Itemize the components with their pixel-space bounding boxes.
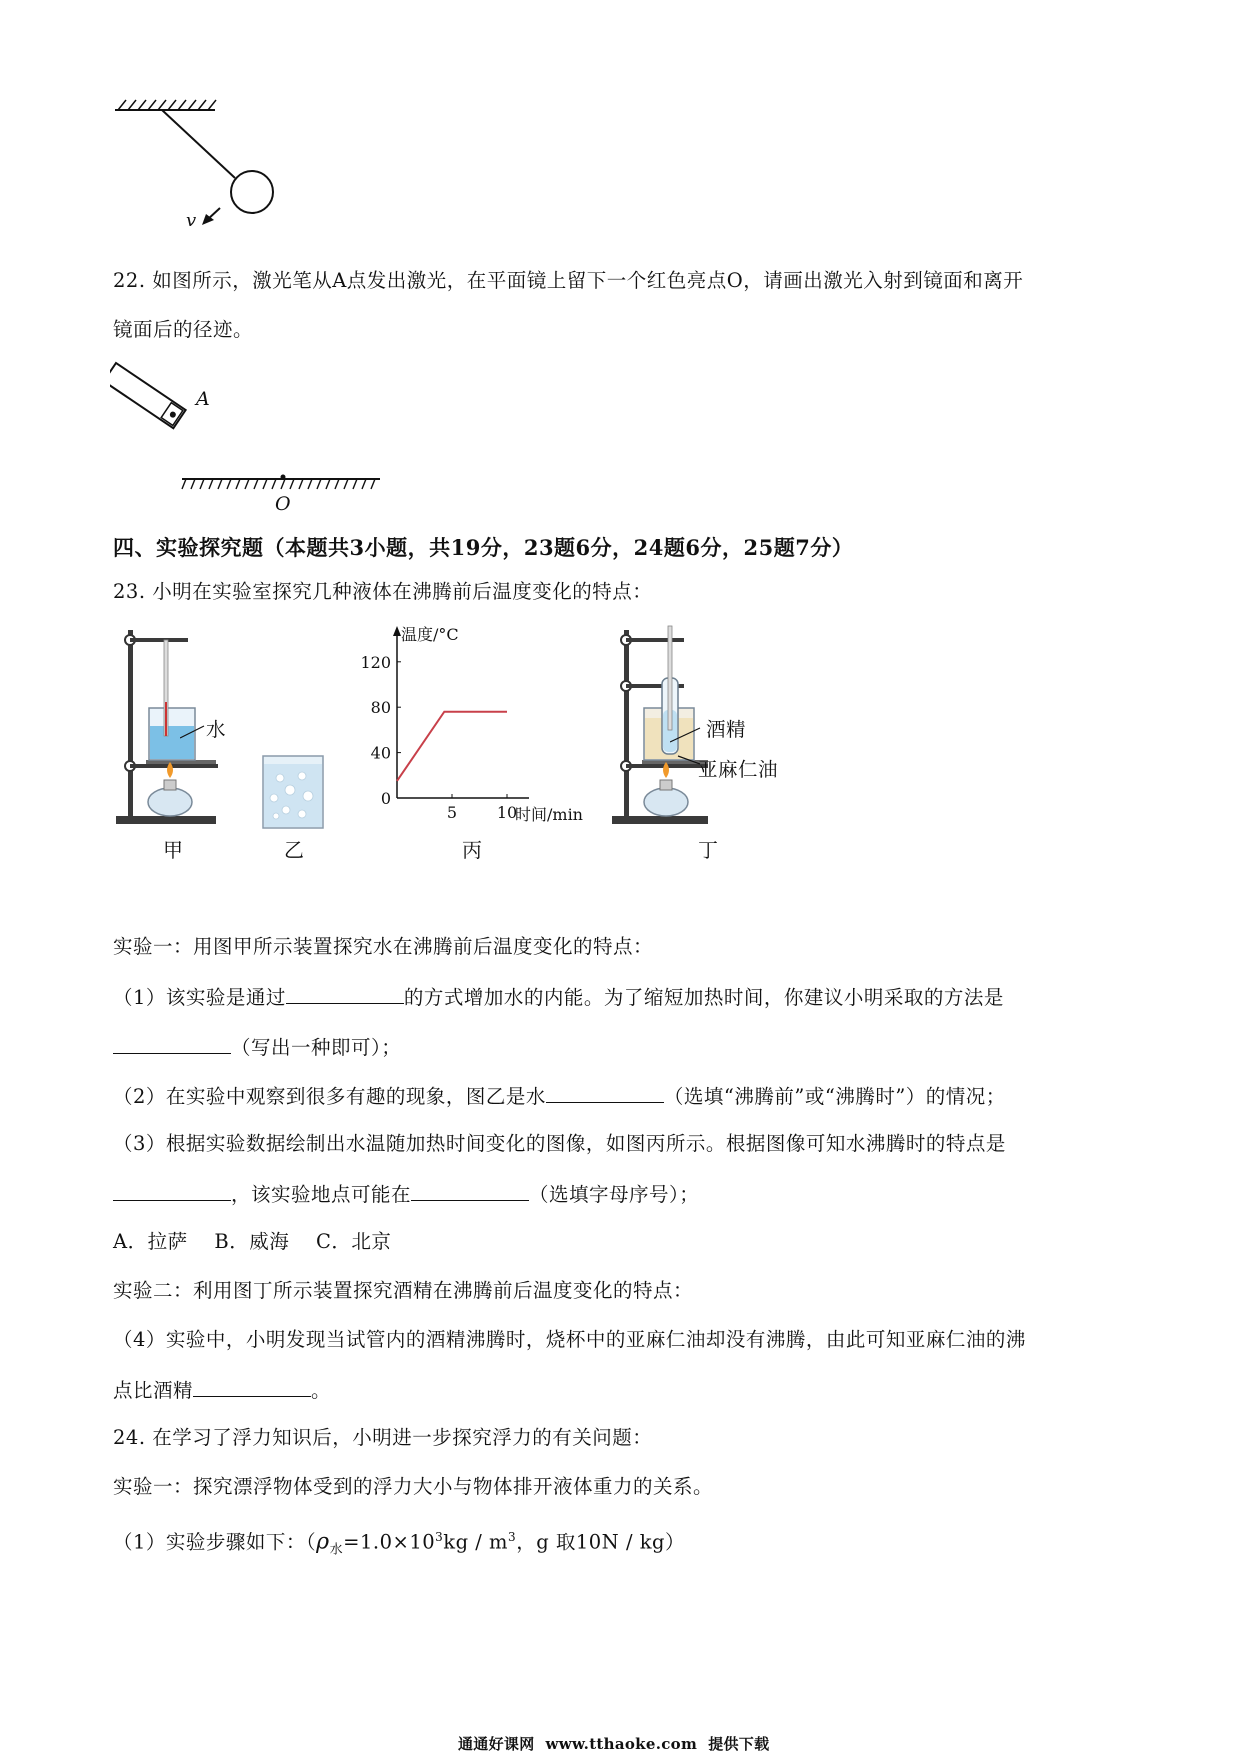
q22-text-line2: 镜面后的径迹。: [113, 318, 254, 341]
q23-part1-line1: [113, 986, 1004, 1008]
answer-blank-1[interactable]: [286, 986, 404, 1004]
section4-heading: 四、实验探究题（本题共3小题，共19分，23题6分，24题6分，25题7分）: [113, 535, 854, 560]
x-tick-label: 5: [446, 803, 458, 822]
answer-blank-2[interactable]: [113, 1036, 231, 1054]
point-o-label: O: [275, 493, 291, 515]
q23-part2: [113, 1085, 1006, 1107]
q23-p1c: （写出一种即可）；: [231, 1036, 402, 1059]
answer-blank-6[interactable]: [193, 1379, 311, 1397]
q24-step1: [113, 1531, 685, 1556]
q23-p4b: 点比酒精: [113, 1379, 194, 1402]
q23-p4c: 。: [311, 1379, 332, 1402]
q24-unit-exp: 3: [508, 1530, 517, 1544]
velocity-label: v: [186, 210, 197, 231]
rho-subscript: 水: [329, 1542, 344, 1558]
q22-text-line1: 22. 如图所示，激光笔从A点发出激光，在平面镜上留下一个红色亮点O，请画出激光入射到镜面和离开: [113, 269, 1024, 292]
answer-blank-4[interactable]: [113, 1183, 231, 1201]
y-axis-arrow: [393, 626, 401, 636]
x-axis-title: 时间/min: [515, 805, 583, 824]
pendulum-figure: [110, 90, 290, 250]
label-oil: 亚麻仁油: [698, 758, 779, 781]
temperature-line: [397, 712, 507, 781]
y-tick-label: 40: [370, 743, 391, 763]
q24-intro: 24. 在学习了浮力知识后，小明进一步探究浮力的有关问题：: [113, 1426, 653, 1449]
q23-part3-line1: （3）根据实验数据绘制出水温随加热时间变化的图像，如图丙所示。根据图像可知水沸腾时的特点是: [113, 1132, 1006, 1155]
q24-eq: =1.0×10: [343, 1530, 436, 1554]
figure-label-jia: 甲: [163, 838, 184, 862]
answer-blank-5[interactable]: [411, 1183, 529, 1201]
figure-label-yi: 乙: [284, 838, 305, 862]
figure-label-bing: 丙: [462, 838, 483, 862]
footer-text: 通通好课网 www.tthaoke.com 提供下载: [458, 1735, 770, 1753]
laser-mirror-figure: [110, 355, 400, 515]
q23-intro: 23. 小明在实验室探究几种液体在沸腾前后温度变化的特点：: [113, 580, 653, 603]
y-tick-label: 120: [360, 652, 391, 672]
q23-exp2: 实验二：利用图丁所示装置探究酒精在沸腾前后温度变化的特点：: [113, 1279, 694, 1302]
q24-g-part: ，g 取10N / kg）: [516, 1530, 686, 1554]
q23-p2b: （选填“沸腾前”或“沸腾时”）的情况；: [663, 1085, 1006, 1108]
q23-p3b: ，该实验地点可能在: [231, 1183, 412, 1206]
q23-p2a: （2）在实验中观察到很多有趣的现象，图乙是水: [113, 1085, 546, 1108]
q24-step1-prefix: （1）实验步骤如下：（: [113, 1530, 317, 1554]
label-alcohol: 酒精: [706, 718, 747, 741]
y-tick-label: 0: [380, 789, 391, 808]
q24-exp: 3: [435, 1530, 444, 1544]
answer-blank-3[interactable]: [546, 1085, 664, 1103]
figure-bing-chart: [345, 618, 595, 830]
q23-options: A．拉萨 B．威海 C．北京: [113, 1230, 392, 1253]
q23-part1-line2: [113, 1036, 401, 1058]
x-tick-label: 10: [496, 803, 518, 822]
q23-part3-line2: [113, 1183, 699, 1205]
figure-label-ding: 丁: [698, 838, 719, 862]
q23-part4-line2: [113, 1379, 331, 1401]
figure-yi-beaker: [258, 752, 328, 832]
q23-part4-line1: （4）实验中，小明发现当试管内的酒精沸腾时，烧杯中的亚麻仁油却没有沸腾，由此可知亚麻仁油的沸: [113, 1328, 1026, 1351]
rho-symbol: ρ: [316, 1529, 330, 1555]
y-tick-label: 80: [370, 698, 391, 718]
point-a-label: A: [196, 388, 210, 410]
q23-p3c: （选填字母序号）；: [529, 1183, 700, 1206]
q24-exp1: 实验一：探究漂浮物体受到的浮力大小与物体排开液体重力的关系。: [113, 1475, 714, 1498]
q24-unit: kg / m: [443, 1530, 509, 1554]
q23-p1a: （1）该实验是通过: [113, 986, 286, 1009]
q23-p1b: 的方式增加水的内能。为了缩短加热时间，你建议小明采取的方法是: [403, 986, 1004, 1009]
label-water: 水: [206, 718, 227, 741]
q23-exp1: 实验一：用图甲所示装置探究水在沸腾前后温度变化的特点：: [113, 935, 654, 958]
y-axis-title: 温度/°C: [401, 625, 459, 644]
